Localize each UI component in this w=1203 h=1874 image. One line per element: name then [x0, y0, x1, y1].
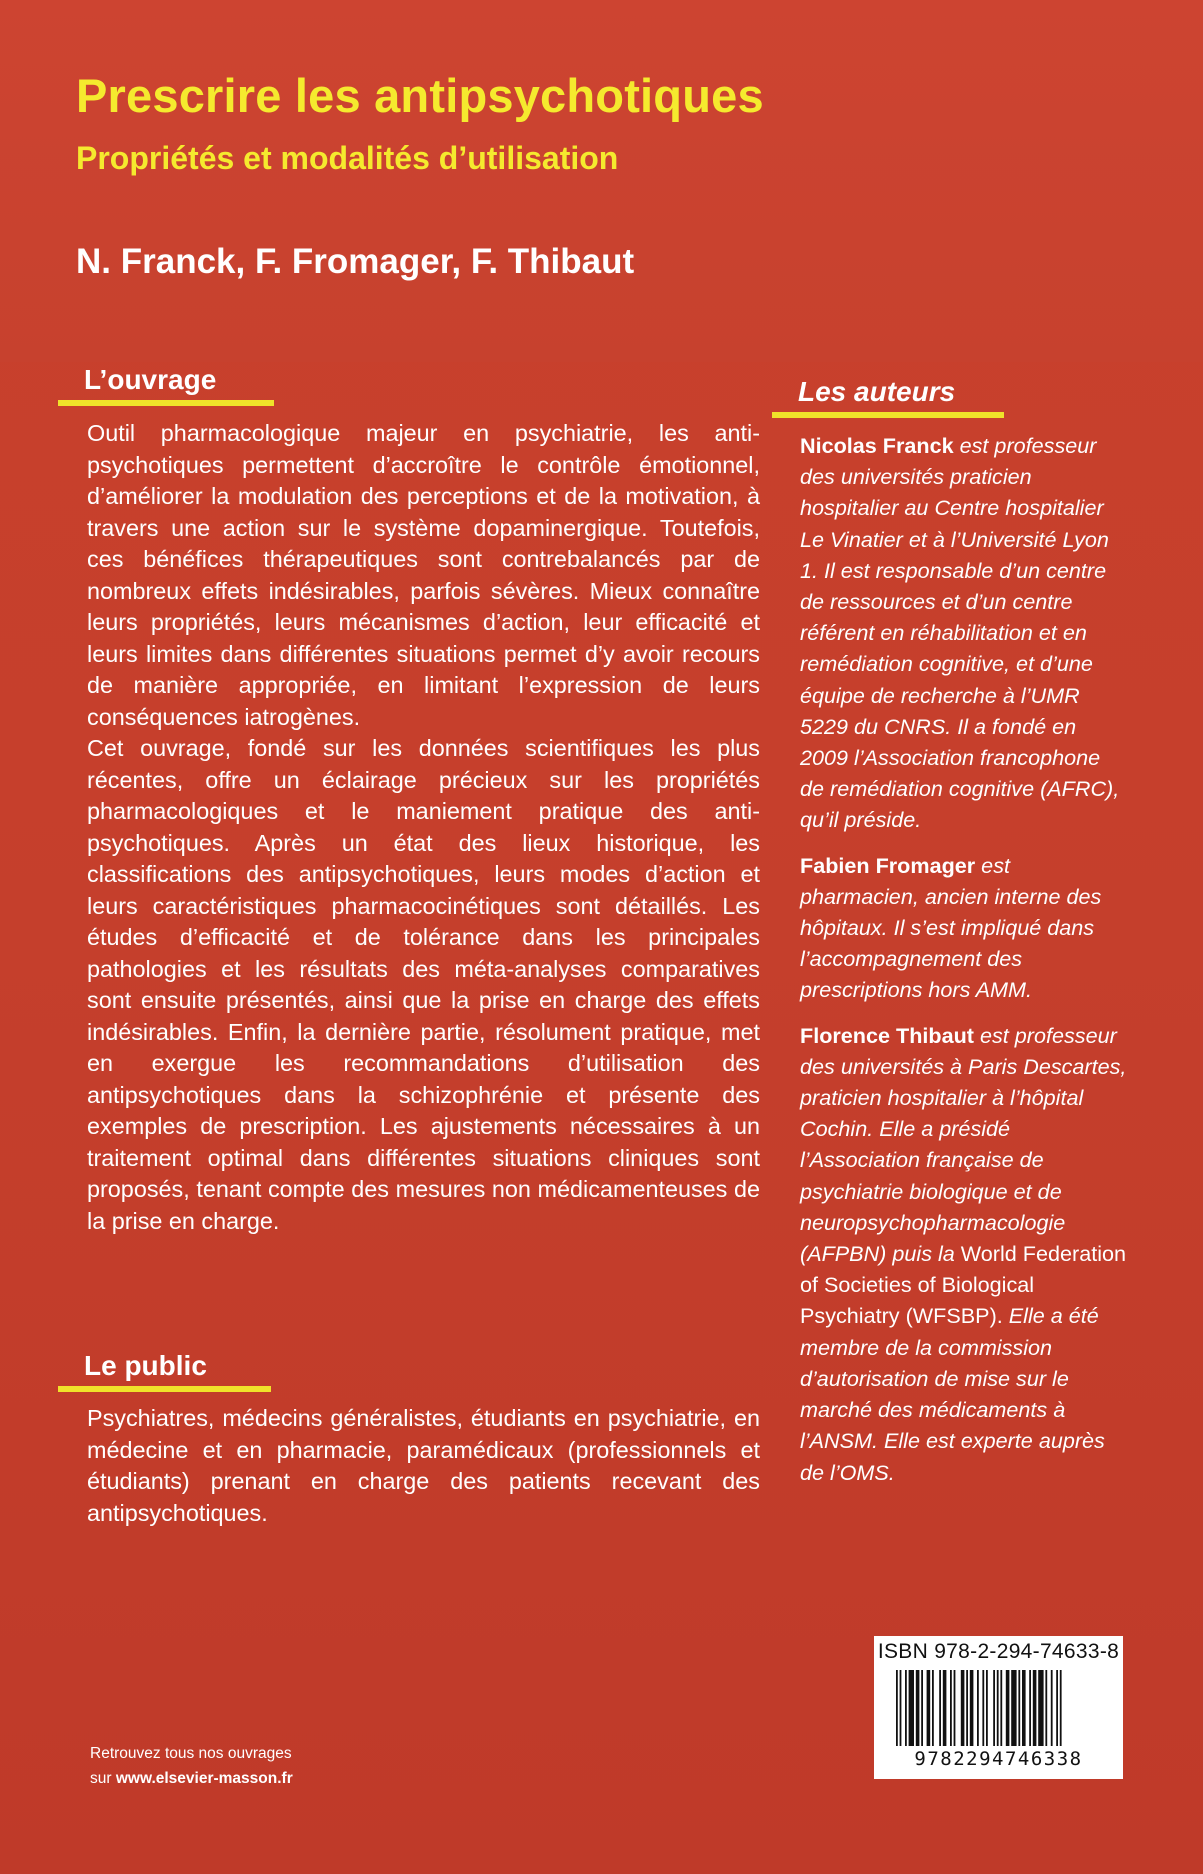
- ouvrage-paragraph-2: Cet ouvrage, fondé sur les données scientifiques les plus récentes, offre un éclairage précieux sur les propriétés pharmacologiques et le maniement pratique des anti-psychotiques. Après un état des lieux historique, les classifications des antipsychotiques, leurs modes d’action et leurs caractéristiques pharmacocinétiques sont détaillés. Les études d’efficacité et de tolérance dans les principales pathologies et les résultats des méta-analyses comparatives sont ensuite présentés, ainsi que la prise en charge des effets indésirables. Enfin, la dernière partie, résolument pratique, met en exergue les recommandations d’utilisation des antipsychotiques dans la schizophrénie et présente des exemples de prescription. Les ajustements nécessaires à un traitement optimal dans différentes situations cliniques sont proposés, tenant compte des mesures non médicamenteuses de la prise en charge.: [87, 735, 760, 1234]
- barcode-bar: [927, 1670, 931, 1746]
- author-name-thibaut: Florence Thibaut: [800, 1022, 974, 1048]
- barcode-bar: [905, 1670, 907, 1746]
- barcode-bar: [1011, 1670, 1016, 1746]
- barcode-bar: [977, 1670, 979, 1746]
- auteurs-heading: Les auteurs: [772, 376, 1004, 418]
- barcode-bar: [961, 1670, 965, 1746]
- barcode-bar: [900, 1670, 902, 1746]
- author-text-thibaut-2: Elle a été membre de la commission d’autorisation de mise sur le marché des médicaments à l’ANSM. Elle est experte auprès de l’OMS.: [800, 1303, 1105, 1485]
- barcode-bar: [909, 1670, 914, 1746]
- barcode-bar: [932, 1670, 934, 1746]
- author-list: N. Franck, F. Fromager, F. Thibaut: [76, 242, 635, 281]
- barcode-bar: [950, 1670, 952, 1746]
- barcode-bar: [1051, 1670, 1053, 1746]
- footer-line: Retrouvez tous nos ouvrages: [90, 1745, 292, 1762]
- footer-prefix: sur: [90, 1770, 116, 1787]
- book-subtitle: Propriétés et modalités d’utilisation: [76, 140, 619, 176]
- public-paragraph: Psychiatres, médecins généralistes, étudiants en psychiatrie, en médecine et en pharmacie, paramédicaux (professionnels et étudiants) prenant en charge des patients recevant des antipsychotiques.: [87, 1405, 760, 1526]
- author-bio-franck: [800, 430, 1130, 836]
- barcode-bar: [916, 1670, 920, 1746]
- barcode-bar: [1060, 1670, 1062, 1746]
- barcode-bar: [1018, 1670, 1020, 1746]
- barcode-bar: [939, 1670, 941, 1746]
- author-text-thibaut-1: est professeur des universités à Paris Descartes, praticien hospitalier à l’hôpital Cochin. Elle a présidé l’Association française de psychiatrie biologique et de neuropsychopharmacologie (AFPBN) puis la: [800, 1022, 1127, 1267]
- publisher-link[interactable]: www.elsevier-masson.fr: [115, 1770, 293, 1787]
- author-name-franck: Nicolas Franck: [800, 433, 954, 458]
- header-band: [0, 0, 1203, 362]
- barcode-bar: [986, 1670, 988, 1746]
- barcode-bar: [1056, 1670, 1058, 1746]
- barcode-bar: [970, 1670, 974, 1746]
- barcode-icon: [896, 1670, 1101, 1746]
- isbn-label: ISBN 978-2-294-74633-8: [877, 1640, 1120, 1663]
- barcode-bar: [1000, 1670, 1002, 1746]
- isbn-barcode-box: [874, 1636, 1123, 1779]
- auteurs-section: [800, 430, 1130, 1502]
- barcode-bar: [1029, 1670, 1031, 1746]
- footer-url-line: [90, 1766, 490, 1791]
- barcode-bar: [997, 1670, 999, 1746]
- author-bio-fromager: [800, 850, 1130, 1006]
- barcode-bar: [943, 1670, 947, 1746]
- ouvrage-section: [87, 418, 760, 1237]
- book-title: Prescrire les antipsychotiques: [76, 69, 764, 122]
- public-section: [87, 1403, 760, 1529]
- barcode-bar: [1033, 1670, 1037, 1746]
- publisher-footer: [90, 1741, 490, 1791]
- barcode-bar: [921, 1670, 923, 1746]
- ouvrage-paragraph-1: Outil pharmacologique majeur en psychiatrie, les anti-psychotiques permettent d’accroître le contrôle émotionnel, d’améliorer la modulation des perceptions et de la motivation, à travers une action sur le système dopaminergique. Toutefois, ces bénéfices thérapeutiques sont contrebalancés par de nombreux effets indésirables, parfois sévères. Mieux connaître leurs propriétés, leurs mécanismes d’action, leur efficacité et leurs limites dans différentes situations permet d’y avoir recours de manière appropriée, en limitant l’expression de leurs conséquences iatrogènes.: [87, 420, 760, 730]
- barcode-bar: [896, 1670, 898, 1746]
- barcode-bar: [966, 1670, 968, 1746]
- author-bio-thibaut: [800, 1020, 1130, 1488]
- public-heading: Le public: [58, 1350, 271, 1392]
- author-text-franck: est professeur des universités praticien hospitalier au Centre hospitalier Le Vinatier et à l’Université Lyon 1. Il est responsable d’un centre de ressources et d’un centre référent en réhabilitation et en remédiation cognitive, et d’une équipe de recherche à l’UMR 5229 du CNRS. Il a fondé en 2009 l’Association francophone de remédiation cognitive (AFRC), qu’il préside.: [800, 433, 1120, 833]
- author-org-wfsbp: World Federation of Societies of Biological Psychiatry (WFSBP).: [800, 1241, 1127, 1329]
- author-name-fromager: Fabien Fromager: [800, 852, 976, 878]
- barcode-bar: [982, 1670, 984, 1746]
- barcode-bar: [1022, 1670, 1026, 1746]
- barcode-bar: [954, 1670, 956, 1746]
- barcode-bar: [1038, 1670, 1043, 1746]
- barcode-bar: [1006, 1670, 1010, 1746]
- ouvrage-heading: L’ouvrage: [58, 364, 274, 406]
- barcode-bar: [993, 1670, 995, 1746]
- author-text-fromager: est pharmacien, ancien interne des hôpitaux. Il s’est impliqué dans l’accompagnement des prescriptions hors AMM.: [800, 852, 1102, 1003]
- barcode-bar: [1045, 1670, 1047, 1746]
- ean-number: 9782294746338: [914, 1748, 1083, 1770]
